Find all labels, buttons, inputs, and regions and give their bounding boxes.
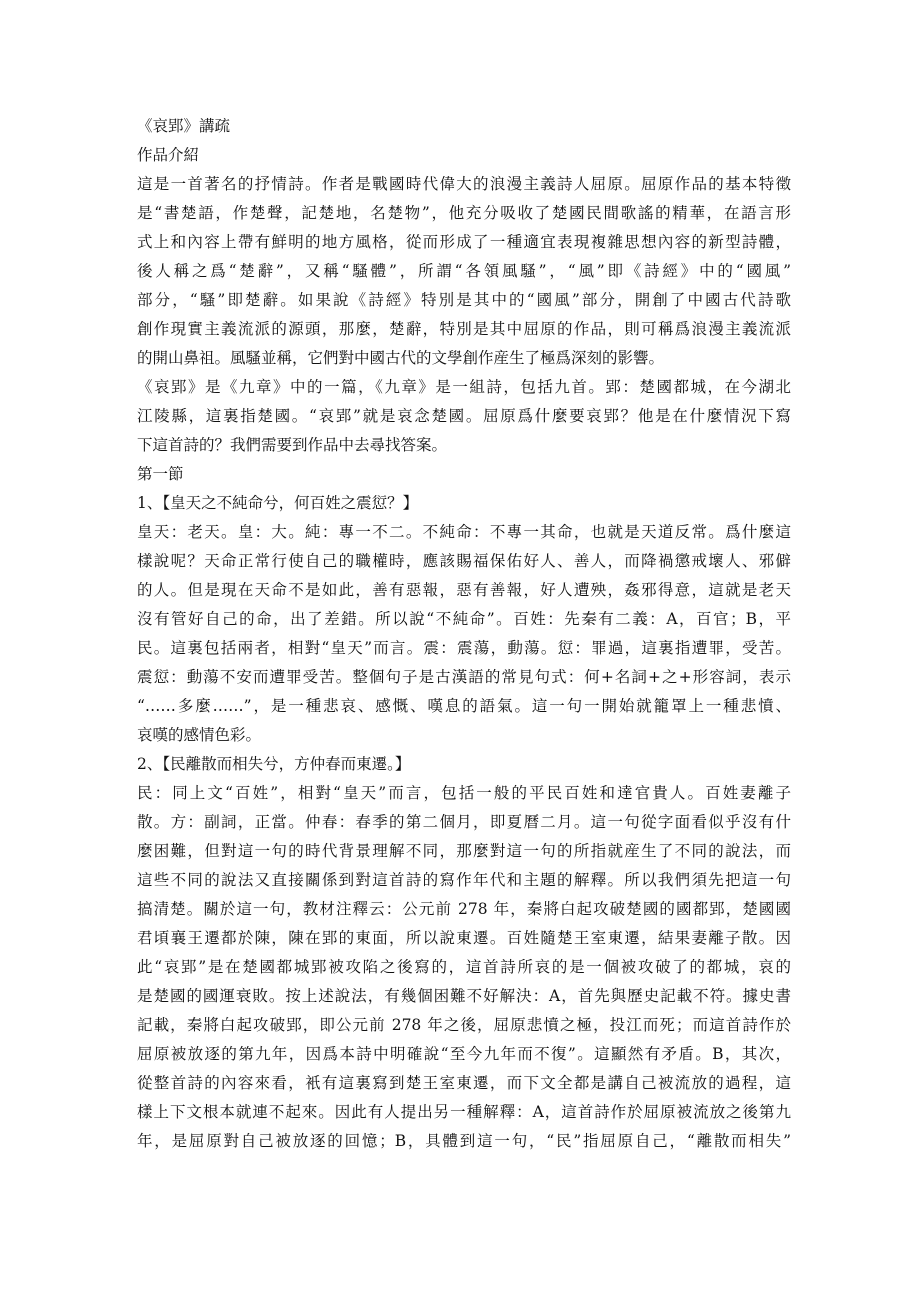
verse-2-notes xyxy=(137,779,791,1156)
text-line: 這些不同的說法又直接關係到對這首詩的寫作年代和主題的解釋。所以我們須先把這一句 xyxy=(137,871,791,889)
text-line: 部分，“騷”即楚辭。如果說《詩經》特別是其中的“國風”部分，開創了中國古代詩歌 xyxy=(137,291,791,309)
verse-1: 1、【皇天之不純命兮，何百姓之震愆？】 xyxy=(137,494,419,512)
text-line: 哀嘆的感情色彩。 xyxy=(137,726,262,744)
intro-paragraph-1 xyxy=(137,170,791,373)
text-line: 沒有管好自己的命，出了差錯。所以說“不純命”。百姓：先秦有二義：A，百官；B，平 xyxy=(137,610,791,628)
text-line: 年，是屈原對自己被放逐的回憶；B，具體到這一句，“民”指屈原自己，“離散而相失” xyxy=(137,1132,791,1150)
text-line: 君頃襄王遷都於陳，陳在郢的東面，所以說東遷。百姓隨楚王室東遷，結果妻離子散。因 xyxy=(137,929,791,947)
text-line: 散。方：副詞，正當。仲春：春季的第二個月，即夏曆二月。這一句從字面看似乎沒有什 xyxy=(137,813,791,831)
text-line: 的人。但是現在天命不是如此，善有惡報，惡有善報，好人遭殃，姦邪得意，這就是老天 xyxy=(137,581,791,599)
text-line: 麼困難，但對這一句的時代背景理解不同，那麼對這一句的所指就産生了不同的說法，而 xyxy=(137,842,791,860)
section-heading-one: 第一節 xyxy=(137,465,184,483)
text-line: 民。這裏包括兩者，相對“皇天”而言。震：震蕩，動蕩。愆：罪過，這裏指遭罪，受苦。 xyxy=(137,639,791,657)
document-title: 《哀郢》講疏 xyxy=(137,117,231,135)
text-line: 樣說呢？天命正常行使自己的職權時，應該賜福保佑好人、善人，而降禍懲戒壞人、邪僻 xyxy=(137,552,791,570)
text-line: 是楚國的國運衰敗。按上述說法，有幾個困難不好解決：A，首先與歷史記載不符。據史書 xyxy=(137,987,791,1005)
text-line: 屈原被放逐的第九年，因爲本詩中明確說“至今九年而不復”。這顯然有矛盾。B，其次， xyxy=(137,1045,791,1063)
text-line: 記載，秦將白起攻破郢，即公元前 278 年之後，屈原悲憤之極，投江而死；而這首詩作於 xyxy=(137,1016,791,1034)
text-line: 下這首詩的？我們需要到作品中去尋找答案。 xyxy=(137,436,448,454)
text-line: 皇天：老天。皇：大。純：專一不二。不純命：不專一其命，也就是天道反常。爲什麼這 xyxy=(137,523,791,541)
text-line: 樣上下文根本就連不起來。因此有人提出另一種解釋：A，這首詩作於屈原被流放之後第九 xyxy=(137,1103,791,1121)
text-line: 震愆：動蕩不安而遭罪受苦。整個句子是古漢語的常見句式：何+名詞+之+形容詞，表示 xyxy=(137,668,791,686)
text-line: 是“書楚語，作楚聲，記楚地，名楚物”，他充分吸收了楚國民間歌謠的精華，在語言形 xyxy=(137,204,791,222)
text-line: 後人稱之爲“楚辭”，又稱“騷體”，所謂“各領風騷”，“風”即《詩經》中的“國風” xyxy=(137,262,791,280)
intro-paragraph-2 xyxy=(137,373,791,460)
document-body xyxy=(137,112,791,1156)
text-line: 這是一首著名的抒情詩。作者是戰國時代偉大的浪漫主義詩人屈原。屈原作品的基本特徵 xyxy=(137,175,791,193)
section-heading-intro: 作品介紹 xyxy=(137,146,200,164)
text-line: 民：同上文“百姓”，相對“皇天”而言，包括一般的平民百姓和達官貴人。百姓妻離子 xyxy=(137,784,791,802)
text-line: 式上和內容上帶有鮮明的地方風格，從而形成了一種適宜表現複雜思想內容的新型詩體， xyxy=(137,233,791,251)
text-line: 的開山鼻祖。風騷並稱，它們對中國古代的文學創作産生了極爲深刻的影響。 xyxy=(137,349,665,367)
text-line: 創作現實主義流派的源頭，那麼，楚辭，特別是其中屈原的作品，則可稱爲浪漫主義流派 xyxy=(137,320,791,338)
text-line: 《哀郢》是《九章》中的一篇，《九章》是一組詩，包括九首。郢：楚國都城，在今湖北 xyxy=(137,378,791,396)
text-line: “……多麼……”，是一種悲哀、感慨、嘆息的語氣。這一句一開始就籠罩上一種悲憤、 xyxy=(137,697,791,715)
text-line: 從整首詩的內容來看，衹有這裏寫到楚王室東遷，而下文全都是講自己被流放的過程，這 xyxy=(137,1074,791,1092)
verse-1-notes xyxy=(137,518,791,750)
text-line: 江陵縣，這裏指楚國。“哀郢”就是哀念楚國。屈原爲什麼要哀郢？他是在什麼情況下寫 xyxy=(137,407,791,425)
verse-2: 2、【民離散而相失兮，方仲春而東遷。】 xyxy=(137,755,411,773)
text-line: 搞清楚。關於這一句，教材注釋云：公元前 278 年，秦將白起攻破楚國的國都郢，楚國國 xyxy=(137,900,791,918)
text-line: 此“哀郢”是在楚國都城郢被攻陷之後寫的，這首詩所哀的是一個被攻破了的都城，哀的 xyxy=(137,958,791,976)
